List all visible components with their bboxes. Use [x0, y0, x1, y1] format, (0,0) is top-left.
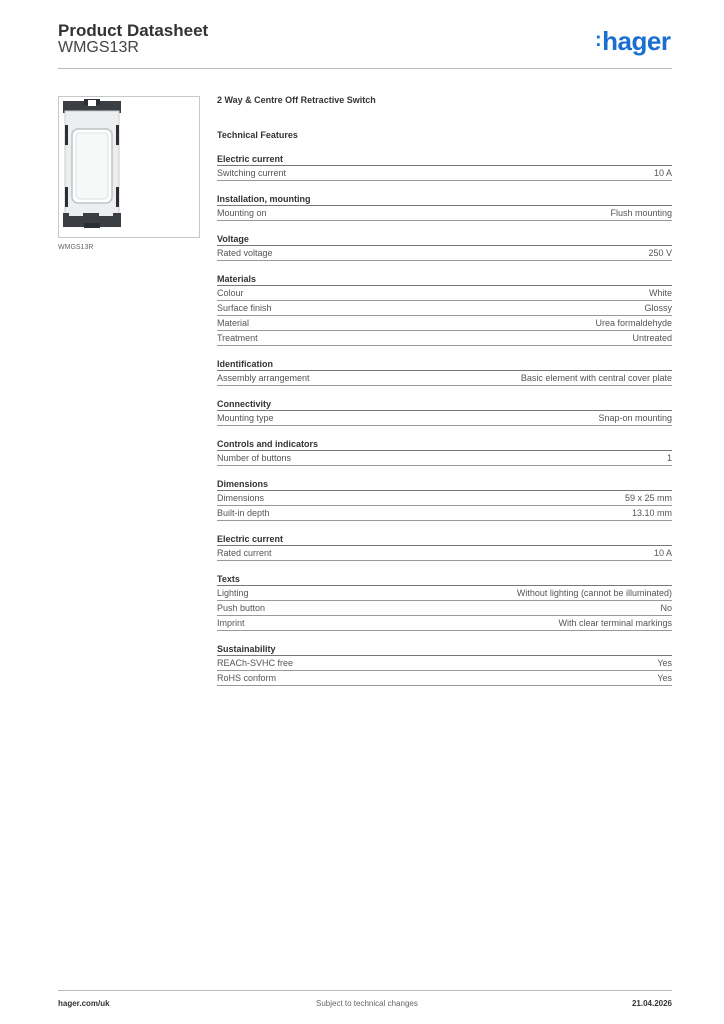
feature-section	[217, 478, 672, 521]
section-heading: Sustainability	[217, 643, 672, 656]
feature-section	[217, 398, 672, 426]
hager-logo	[595, 26, 670, 57]
product-title: 2 Way & Centre Off Retractive Switch	[217, 95, 376, 105]
section-heading: Voltage	[217, 233, 672, 246]
feature-row	[217, 411, 672, 426]
feature-value: 13.10 mm	[631, 508, 672, 518]
feature-row	[217, 206, 672, 221]
section-heading: Connectivity	[217, 398, 672, 411]
feature-section	[217, 233, 672, 261]
feature-row	[217, 546, 672, 561]
feature-label: Colour	[217, 288, 244, 298]
product-image	[58, 96, 200, 238]
feature-row	[217, 491, 672, 506]
section-heading: Installation, mounting	[217, 193, 672, 206]
feature-row	[217, 316, 672, 331]
feature-value: White	[648, 288, 672, 298]
feature-row	[217, 671, 672, 686]
feature-label: RoHS conform	[217, 673, 277, 683]
feature-row	[217, 286, 672, 301]
feature-value: Flush mounting	[610, 208, 672, 218]
feature-row	[217, 601, 672, 616]
image-caption: WMGS13R	[58, 244, 94, 251]
datasheet-content	[217, 94, 672, 686]
feature-label: Assembly arrangement	[217, 373, 310, 383]
feature-value: Urea formaldehyde	[595, 318, 672, 328]
feature-value: Untreated	[632, 333, 672, 343]
feature-value: 59 x 25 mm	[624, 493, 672, 503]
page-title: Product Datasheet	[58, 21, 209, 40]
feature-row	[217, 301, 672, 316]
feature-label: Mounting on	[217, 208, 267, 218]
feature-label: Built-in depth	[217, 508, 270, 518]
feature-value: No	[660, 603, 672, 613]
logo-dots-icon: :	[595, 29, 602, 51]
footer-website: hager.com/uk	[58, 999, 110, 1008]
switch-module-illustration	[59, 97, 199, 237]
feature-label: Imprint	[217, 618, 245, 628]
feature-section	[217, 643, 672, 686]
feature-label: Rated current	[217, 548, 272, 558]
feature-value: 10 A	[653, 168, 672, 178]
product-code: WMGS13R	[58, 39, 139, 56]
feature-row	[217, 506, 672, 521]
feature-value: 10 A	[653, 548, 672, 558]
feature-value: Without lighting (cannot be illuminated)	[516, 588, 672, 598]
feature-value: With clear terminal markings	[558, 618, 672, 628]
section-heading: Controls and indicators	[217, 438, 672, 451]
feature-value: 250 V	[648, 248, 672, 258]
feature-label: Lighting	[217, 588, 249, 598]
section-heading: Electric current	[217, 533, 672, 546]
feature-label: REACh-SVHC free	[217, 658, 294, 668]
feature-label: Dimensions	[217, 493, 265, 503]
feature-value: 1	[666, 453, 672, 463]
feature-value: Glossy	[644, 303, 672, 313]
feature-sections	[217, 153, 672, 686]
feature-label: Treatment	[217, 333, 258, 343]
feature-label: Mounting type	[217, 413, 274, 423]
section-heading: Identification	[217, 358, 672, 371]
feature-value: Yes	[657, 673, 672, 683]
section-heading: Texts	[217, 573, 672, 586]
feature-row	[217, 586, 672, 601]
header-divider	[58, 68, 672, 69]
feature-row	[217, 246, 672, 261]
feature-row	[217, 616, 672, 631]
feature-label: Switching current	[217, 168, 287, 178]
feature-row	[217, 371, 672, 386]
feature-label: Push button	[217, 603, 266, 613]
feature-section	[217, 273, 672, 346]
feature-section	[217, 193, 672, 221]
footer-divider	[58, 990, 672, 991]
feature-label: Surface finish	[217, 303, 272, 313]
logo-text: hager	[602, 26, 671, 56]
footer-notice: Subject to technical changes	[316, 999, 418, 1008]
feature-value: Basic element with central cover plate	[520, 373, 672, 383]
feature-label: Rated voltage	[217, 248, 273, 258]
feature-label: Number of buttons	[217, 453, 292, 463]
technical-features-heading: Technical Features	[217, 130, 298, 140]
feature-row	[217, 656, 672, 671]
section-heading: Materials	[217, 273, 672, 286]
feature-row	[217, 451, 672, 466]
feature-section	[217, 438, 672, 466]
feature-section	[217, 153, 672, 181]
section-heading: Electric current	[217, 153, 672, 166]
feature-value: Yes	[657, 658, 672, 668]
feature-label: Material	[217, 318, 250, 328]
footer-date: 21.04.2026	[631, 999, 672, 1008]
feature-section	[217, 358, 672, 386]
feature-row	[217, 166, 672, 181]
section-heading: Dimensions	[217, 478, 672, 491]
feature-section	[217, 573, 672, 631]
feature-section	[217, 533, 672, 561]
feature-row	[217, 331, 672, 346]
feature-value: Snap-on mounting	[598, 413, 672, 423]
